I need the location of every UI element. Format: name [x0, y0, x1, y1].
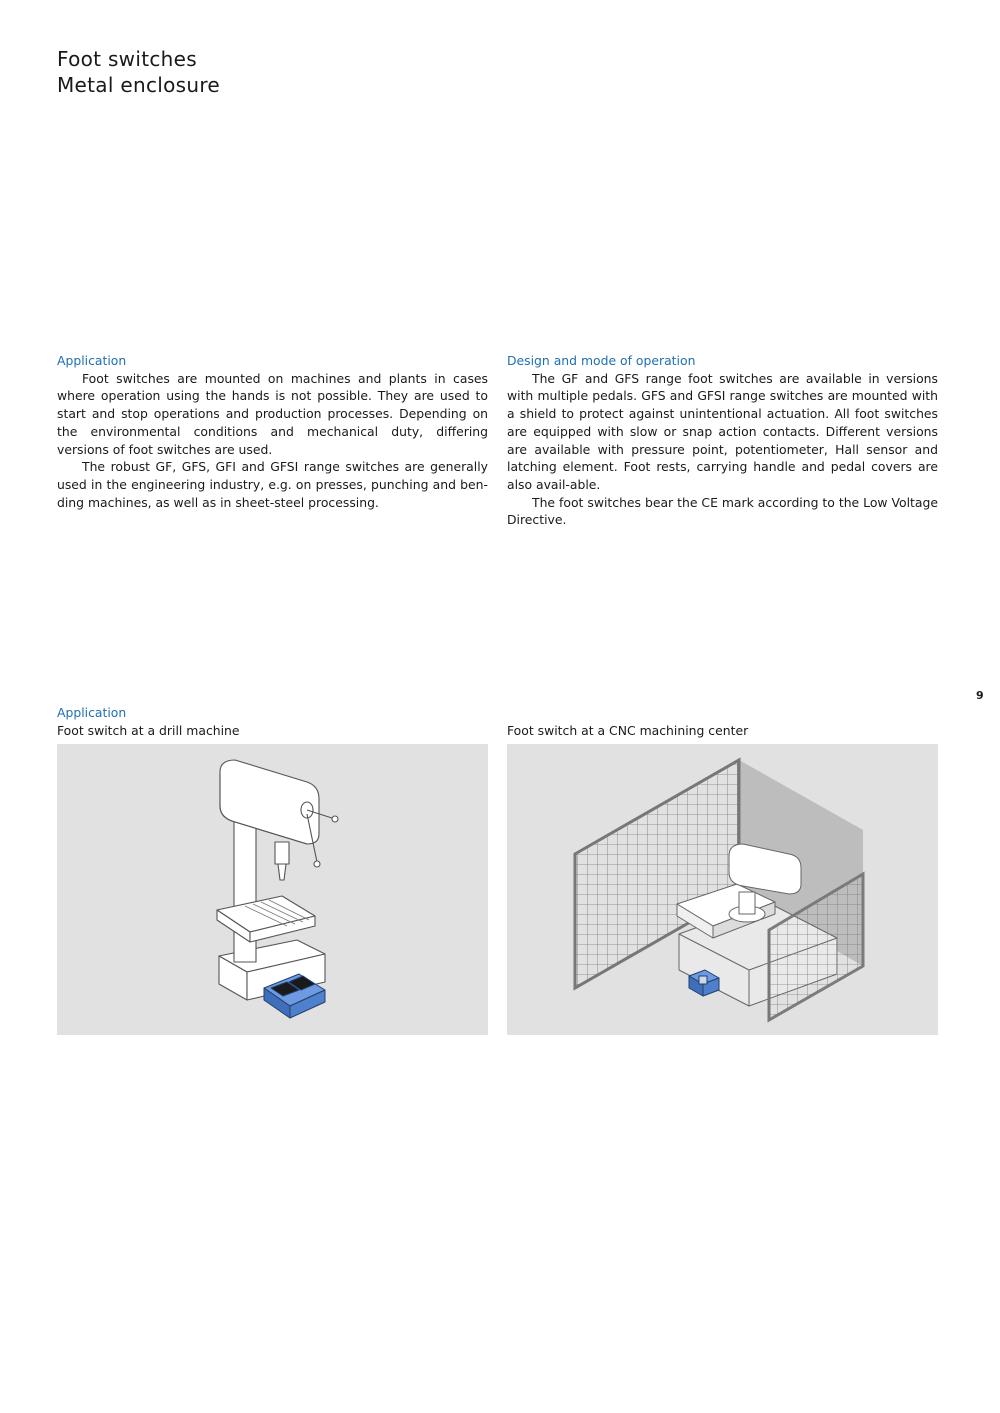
design-paragraph-1: The GF and GFS range foot switches are available in versions with multiple pedals. GFS and GFSI range switches are mounted with a shield to protect against unintentional actuation. All foot switches are equipped with slow or snap action contacts. Different versions are available with pressure point, potentiometer, Hall sensor and latching element. Foot rests, carrying handle and pedal covers are also avail-able. [507, 370, 938, 492]
application-paragraph-2: The robust GF, GFS, GFI and GFSI range switches are generally used in the engineering industry, e.g. on presses, punching and ben-ding machines, as well as in sheet-steel processing. [57, 459, 488, 510]
cnc-center-figure [507, 744, 938, 1035]
application-section [57, 352, 488, 511]
design-heading: Design and mode of operation [507, 353, 696, 368]
title-line-1: Foot switches [57, 47, 197, 71]
title-line-2: Metal enclosure [57, 73, 221, 97]
page-number: 9 [976, 689, 984, 702]
left-figure-caption: Foot switch at a drill machine [57, 722, 240, 738]
drill-machine-figure [57, 744, 488, 1035]
cnc-center-illustration [507, 744, 938, 1035]
design-paragraph-2: The foot switches bear the CE mark according to the Low Voltage Directive. [507, 494, 938, 528]
figures-label: Application [57, 705, 127, 720]
right-figure-caption: Foot switch at a CNC machining center [507, 723, 749, 738]
right-figure-caption-block [507, 722, 748, 740]
page-title [57, 46, 220, 98]
application-paragraph-1: Foot switches are mounted on machines and plants in cases where operation using the hands is not possible. They are used to start and stop operations and production processes. Depending on the environmental conditions and mechanical duty, differing versions of foot switches are used. [57, 370, 488, 457]
design-section [507, 352, 938, 529]
drill-machine-illustration [57, 744, 488, 1035]
left-figure-caption-block [57, 704, 240, 739]
application-heading: Application [57, 353, 127, 368]
